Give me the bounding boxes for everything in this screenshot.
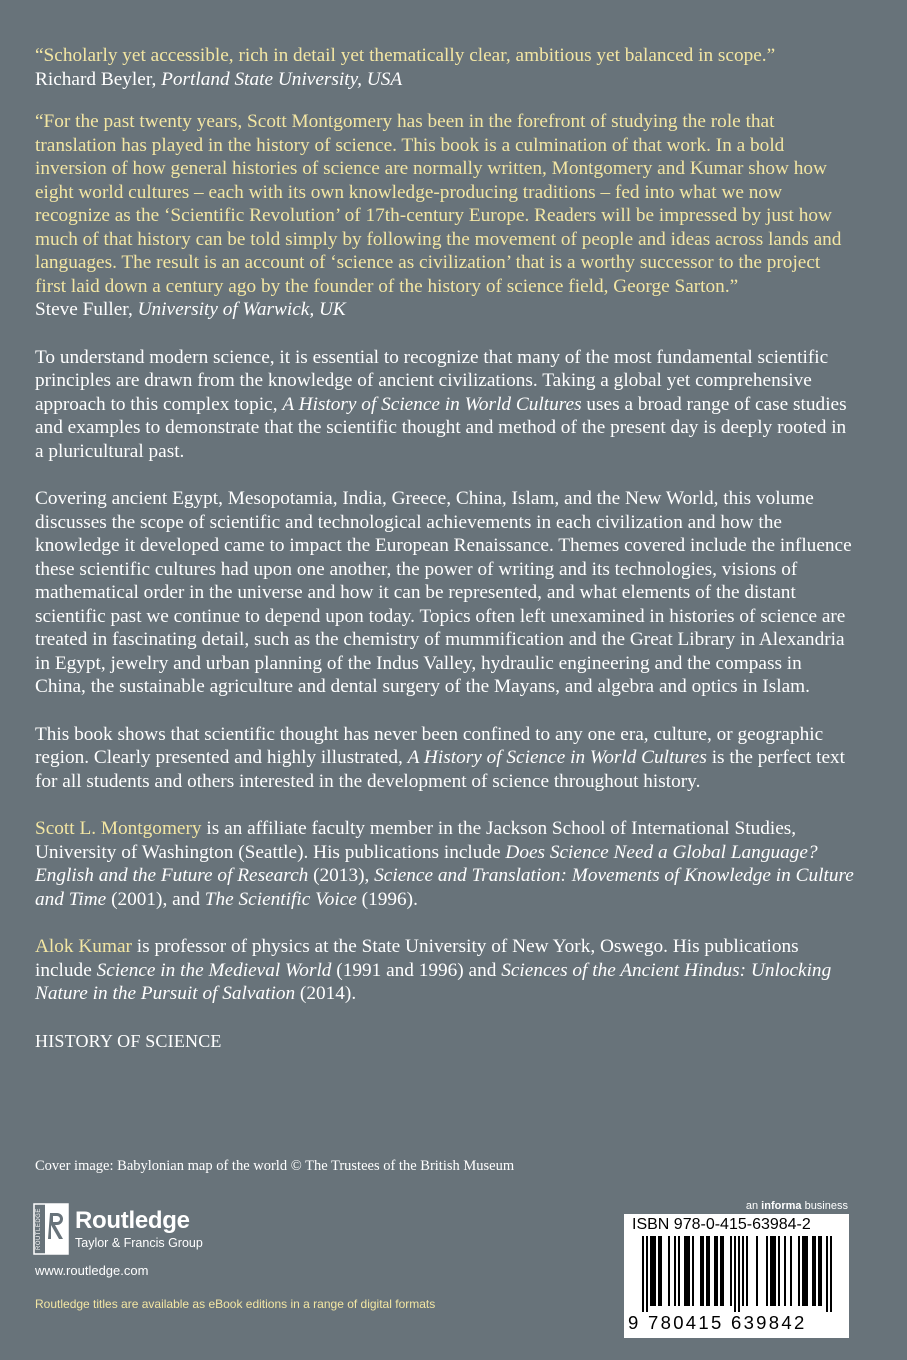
- review-quote-1: [35, 44, 855, 91]
- barcode-bar: [772, 1236, 774, 1306]
- barcode-bar: [814, 1236, 816, 1306]
- quote-text: “Scholarly yet accessible, rich in detail yet thematically clear, ambitious yet balanced in scope.”: [35, 45, 776, 66]
- cover-image-credit: Cover image: Babylonian map of the world © The Trustees of the British Museum: [35, 1158, 515, 1174]
- barcode-bar: [778, 1236, 780, 1306]
- barcode-bar: [678, 1236, 680, 1306]
- barcode-bar: [700, 1236, 702, 1306]
- barcode-bar: [668, 1236, 670, 1306]
- barcode-bar: [674, 1236, 676, 1306]
- barcode-bar: [798, 1236, 800, 1306]
- barcode-bar: [802, 1236, 804, 1306]
- barcode-bar: [818, 1236, 820, 1306]
- barcode-bar: [650, 1236, 652, 1306]
- barcode-bar: [826, 1236, 828, 1312]
- barcode-bar: [716, 1236, 718, 1306]
- routledge-logo-icon: [33, 1203, 69, 1255]
- barcode-bar: [714, 1236, 716, 1306]
- ebook-note: Routledge titles are available as eBook editions in a range of digital formats: [35, 1297, 436, 1311]
- barcode-bar: [804, 1236, 806, 1306]
- quote-attribution: Steve Fuller, University of Warwick, UK: [35, 299, 346, 320]
- isbn-digits: 9 780415 639842: [628, 1312, 807, 1333]
- barcode-bar: [684, 1236, 686, 1306]
- barcode-bar: [654, 1236, 656, 1306]
- barcode-bar: [830, 1236, 832, 1312]
- barcode-bar: [688, 1236, 690, 1306]
- barcode-bar: [708, 1236, 710, 1306]
- barcode-bar: [770, 1236, 772, 1306]
- quote-text: “For the past twenty years, Scott Montgomery has been in the forefront of studying the role that translation has played in the history of science. This book is a culmination of that work. In a bold inversion of how general histories of science are normally written, Montgomery and Kumar show how eight world cultures – each with its own knowledge-producing traditions – fed into what we now recognize as the ‘Scientific Revolution’ of 17th-century Europe. Readers will be impressed by just how much of that history can be told simply by following the movement of people and ideas across lands and languages. The result is an account of ‘science as civilization’ that is a worthy successor to the project first laid down a century ago by the founder of the history of science field, George Sarton.”: [35, 111, 842, 297]
- barcode-bar: [702, 1236, 704, 1306]
- subject-category: HISTORY OF SCIENCE: [35, 1030, 222, 1051]
- barcode-bar: [774, 1236, 776, 1306]
- barcode-bar: [652, 1236, 654, 1306]
- barcode-bar: [738, 1236, 740, 1312]
- publisher-group: Taylor & Francis Group: [75, 1236, 203, 1250]
- barcode-bar: [812, 1236, 814, 1306]
- routledge-logo: [33, 1203, 233, 1263]
- author-bio-kumar: Alok Kumar is professor of physics at the State University of New York, Oswego. His publications include Science in the Medieval World (1991 and 1996) and Sciences of the Ancient Hindus: Unlocking Nature in the Pursuit of Salvation (2014).: [35, 936, 832, 1004]
- barcode-bar: [806, 1236, 808, 1306]
- barcode-bar: [720, 1236, 722, 1306]
- barcode-bar: [784, 1236, 786, 1306]
- barcode-bar: [790, 1236, 792, 1306]
- barcode-bar: [706, 1236, 708, 1306]
- barcode-bar: [692, 1236, 694, 1306]
- svg-text:ROUTLEDGE: ROUTLEDGE: [36, 1208, 42, 1250]
- author-bio-montgomery: Scott L. Montgomery is an affiliate faculty member in the Jackson School of International Studies, University of Washington (Seattle). His publications include Does Science Need a Global Language? English and the Future of Research (2013), Science and Translation: Movements of Knowledge in Culture and Time (2001), and The Scientific Voice (1996).: [35, 818, 854, 910]
- barcode-bar: [746, 1236, 748, 1306]
- barcode-bar: [742, 1236, 744, 1306]
- barcode-bar: [686, 1236, 688, 1306]
- review-quote-2: [35, 110, 855, 322]
- description-paragraph-1: To understand modern science, it is essential to recognize that many of the most fundamental scientific principles are drawn from the knowledge of ancient civilizations. Taking a global yet comprehensive approach to this complex topic, A History of Science in World Cultures uses a broad range of case studies and examples to demonstrate that the scientific thought and method of the present day is deeply rooted in a pluricultural past.: [35, 346, 847, 462]
- barcode-bar: [646, 1236, 648, 1312]
- barcode-bar: [734, 1236, 736, 1312]
- barcode-bar: [756, 1236, 758, 1306]
- description-paragraph-3: This book shows that scientific thought has never been confined to any one era, culture, or geographic region. Clearly presented and highly illustrated, A History of Science in World Cultures is the perfect text for all students and others interested in the development of science throughout history.: [35, 723, 845, 792]
- barcode-bar: [820, 1236, 822, 1306]
- barcode-bar: [766, 1236, 768, 1306]
- isbn-label: ISBN 978-0-415-63984-2: [632, 1216, 811, 1233]
- description-paragraph-2: Covering ancient Egypt, Mesopotamia, India, Greece, China, Islam, and the New World, this volume discusses the scope of scientific and technological achievements in each civilization and how the knowledge it developed came to impact the European Renaissance. Themes covered include the influence these scientific cultures had upon one another, the power of writing and its technologies, visions of mathematical order in the universe and how it can be represented, and what elements of the distant scientific past we continue to depend upon today. Topics often left unexamined in histories of science are treated in fascinating detail, such as the chemistry of mummification and the Great Library in Alexandria in Egypt, jewelry and urban planning of the Indus Valley, hydraulic engineering and the compass in China, the sustainable agriculture and dental surgery of the Mayans, and algebra and optics in Islam.: [35, 488, 852, 697]
- barcode-bar: [722, 1236, 724, 1306]
- quote-attribution: Richard Beyler, Portland State University, USA: [35, 68, 403, 90]
- barcode-bar: [660, 1236, 662, 1306]
- barcode-bars: [624, 1236, 849, 1312]
- barcode-bar: [658, 1236, 660, 1306]
- back-cover-text: [35, 44, 855, 1053]
- barcode-bar: [642, 1236, 644, 1312]
- publisher-website: www.routledge.com: [35, 1263, 149, 1278]
- publisher-name: Routledge: [75, 1207, 190, 1234]
- informa-tagline: an informa business: [745, 1200, 848, 1212]
- isbn-barcode: [624, 1214, 849, 1338]
- barcode-bar: [730, 1236, 732, 1306]
